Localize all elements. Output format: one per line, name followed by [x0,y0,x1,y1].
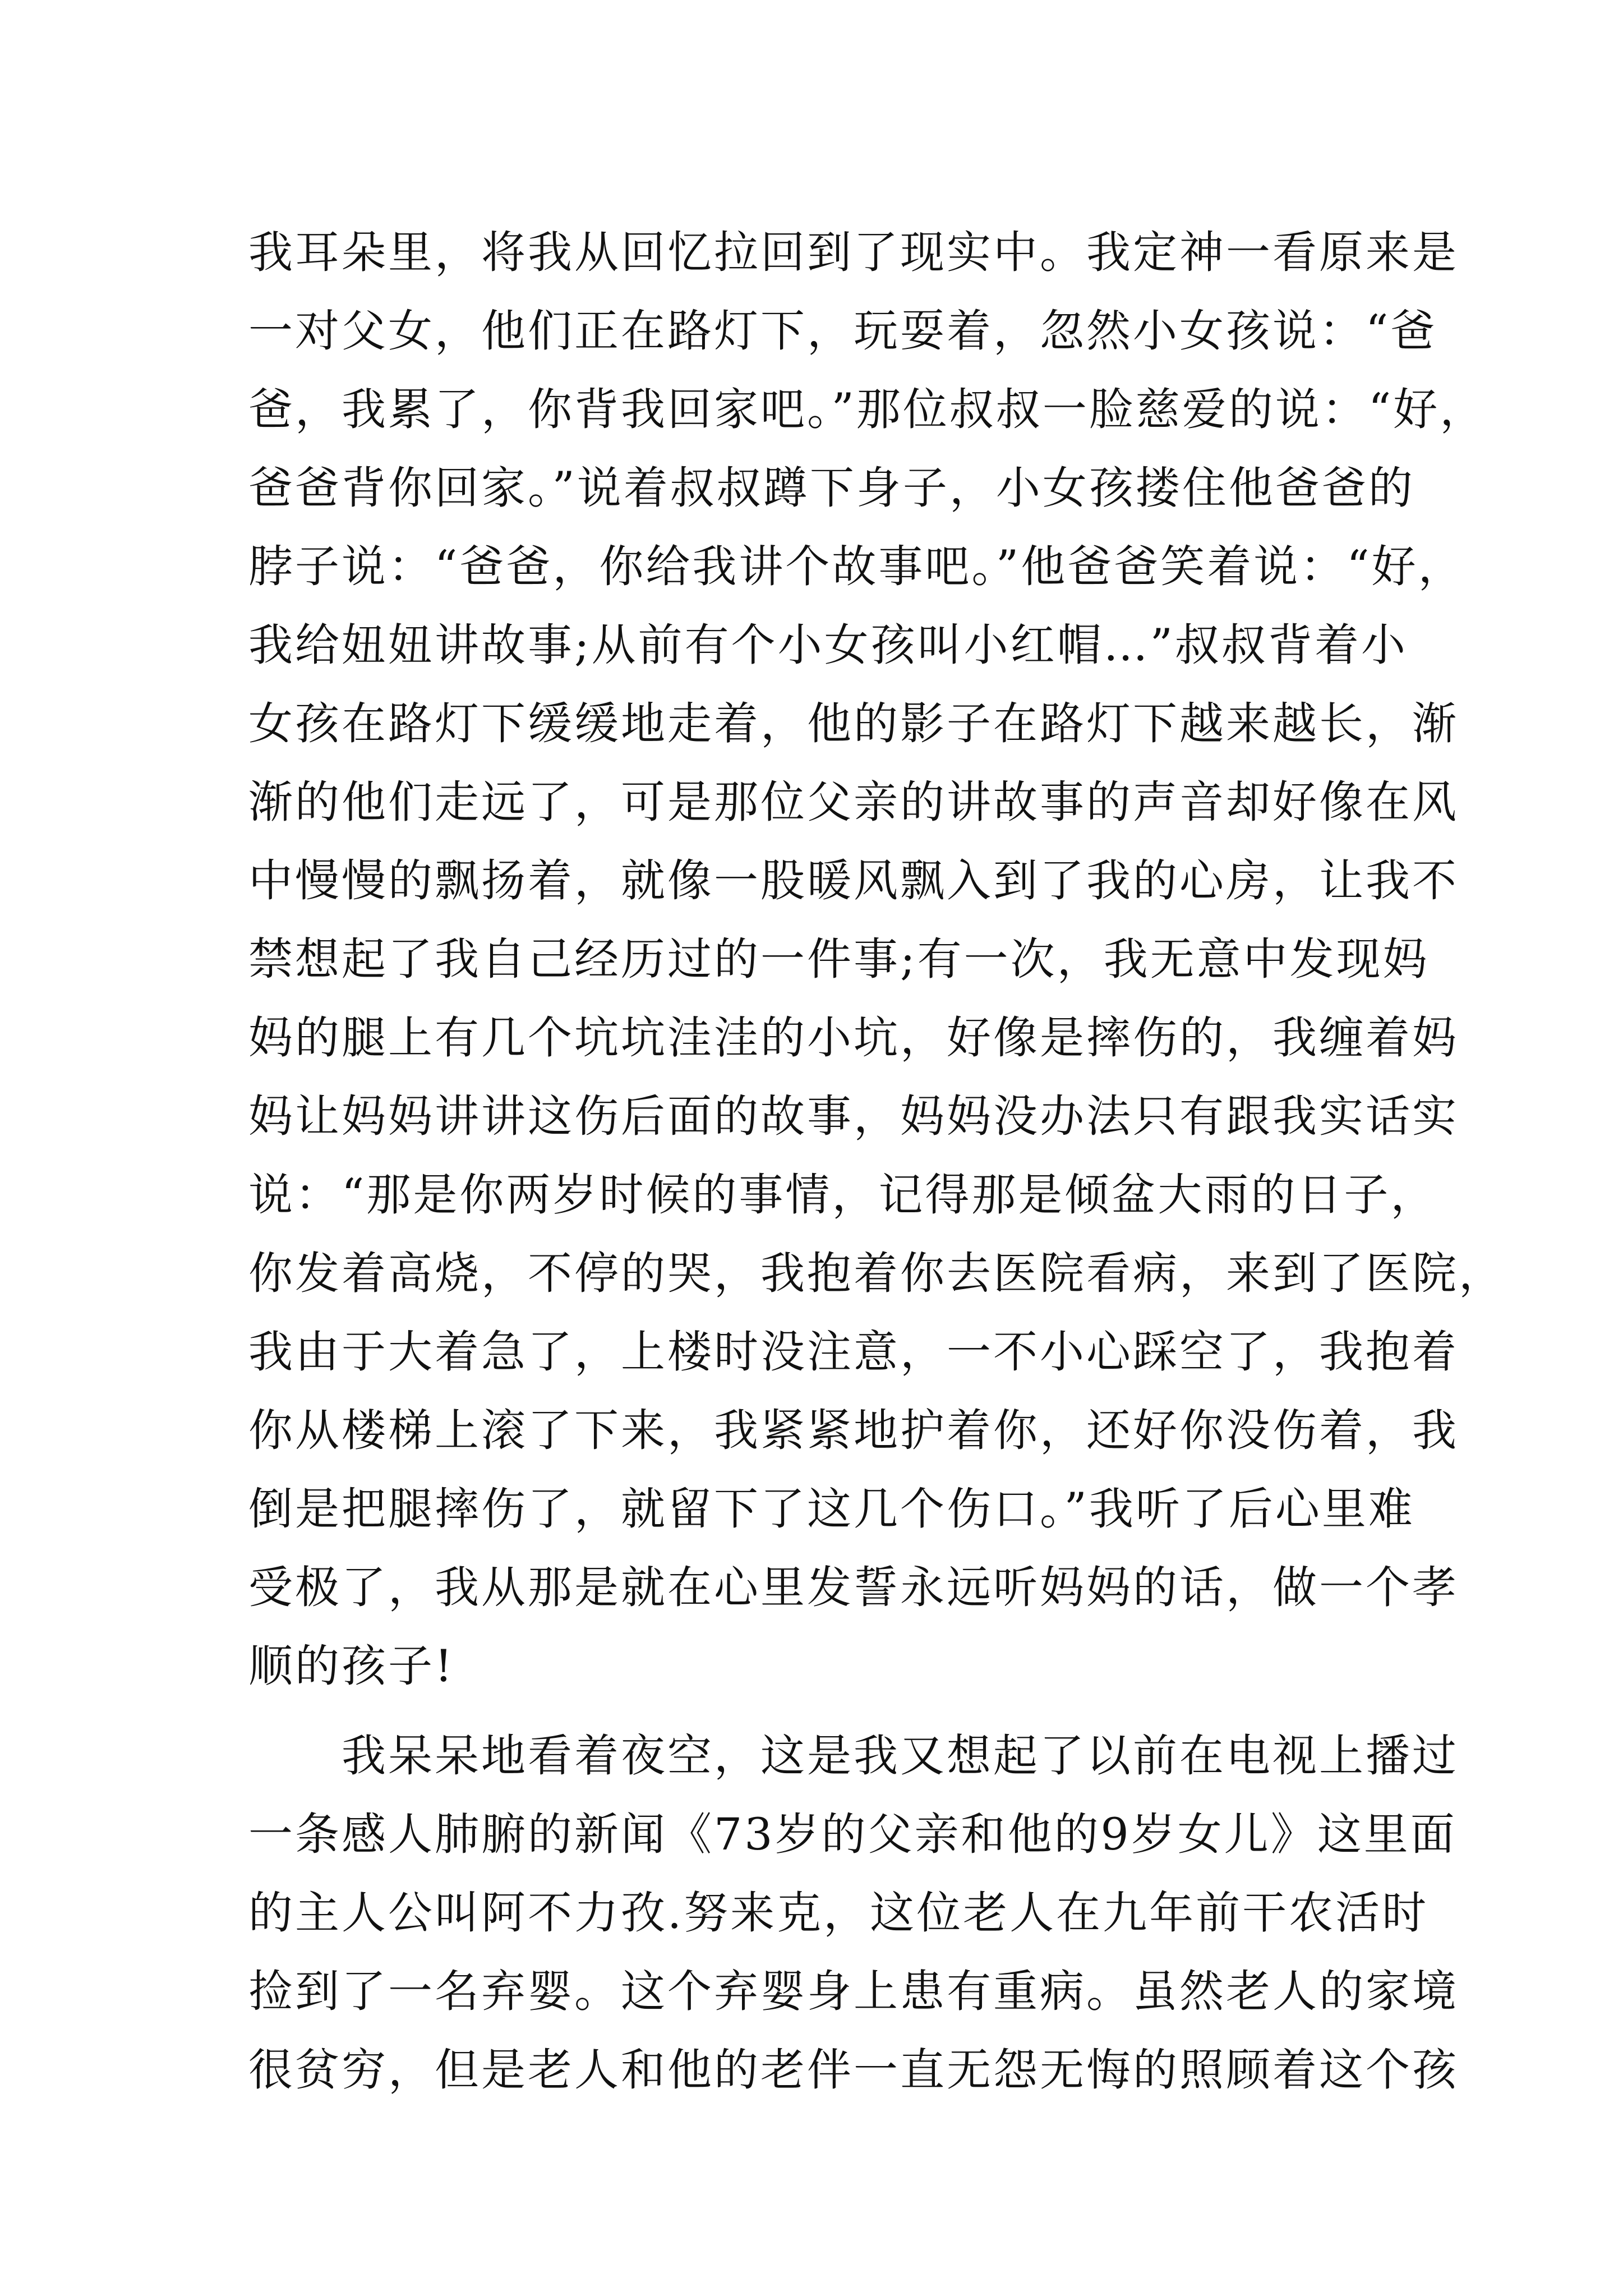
text-line: 倒是把腿摔伤了，就留下了这几个伤口。”我听了后心里难 [248,1483,1415,1535]
text-line: 妈的腿上有几个坑坑洼洼的小坑，好像是摔伤的，我缠着妈 [248,1012,1459,1064]
body-text [248,213,1505,2109]
text-line: 一条感人肺腑的新闻《73岁的父亲和他的9岁女儿》这里面 [248,1809,1457,1860]
text-line: 一对父女，他们正在路灯下，玩耍着，忽然小女孩说：“爸 [248,305,1437,357]
text-line: 捡到了一名弃婴。这个弃婴身上患有重病。虽然老人的家境 [248,1966,1459,2017]
text-line: 脖子说：“爸爸，你给我讲个故事吧。”他爸爸笑着说：“好， [248,541,1465,592]
text-line: 我由于大着急了，上楼时没注意，一不小心踩空了，我抱着 [248,1326,1459,1378]
text-line: 你发着高烧，不停的哭，我抱着你去医院看病，来到了医院， [248,1248,1505,1299]
text-line: 的主人公叫阿不力孜.努来克，这位老人在九年前干农活时 [248,1887,1429,1939]
text-line: 受极了，我从那是就在心里发誓永远听妈妈的话，做一个孝 [248,1562,1459,1613]
text-line: 渐的他们走远了，可是那位父亲的讲故事的声音却好像在风 [248,776,1459,828]
text-line: 我给妞妞讲故事;从前有个小女孩叫小红帽…”叔叔背着小 [248,619,1408,671]
text-line: 顺的孩子! [248,1640,455,1692]
text-line: 说：“那是你两岁时候的事情，记得那是倾盆大雨的日子， [248,1169,1437,1221]
text-line: 很贫穷，但是老人和他的老伴一直无怨无悔的照顾着这个孩 [248,2044,1459,2096]
text-line: 中慢慢的飘扬着，就像一股暖风飘入到了我的心房，让我不 [248,855,1459,907]
text-line: 妈让妈妈讲讲这伤后面的故事，妈妈没办法只有跟我实话实 [248,1091,1459,1142]
text-line: 爸爸背你回家。”说着叔叔蹲下身子，小女孩搂住他爸爸的 [248,462,1415,514]
text-line: 我耳朵里，将我从回忆拉回到了现实中。我定神一看原来是 [248,227,1459,278]
paragraph-first-line: 我呆呆地看着夜空，这是我又想起了以前在电视上播过 [342,1730,1459,1782]
text-line: 女孩在路灯下缓缓地走着，他的影子在路灯下越来越长，渐 [248,698,1459,749]
text-line: 禁想起了我自己经历过的一件事;有一次，我无意中发现妈 [248,933,1430,985]
text-line: 爸，我累了，你背我回家吧。”那位叔叔一脸慈爱的说：“好， [248,384,1487,435]
text-line: 你从楼梯上滚了下来，我紧紧地护着你，还好你没伤着，我 [248,1405,1459,1456]
